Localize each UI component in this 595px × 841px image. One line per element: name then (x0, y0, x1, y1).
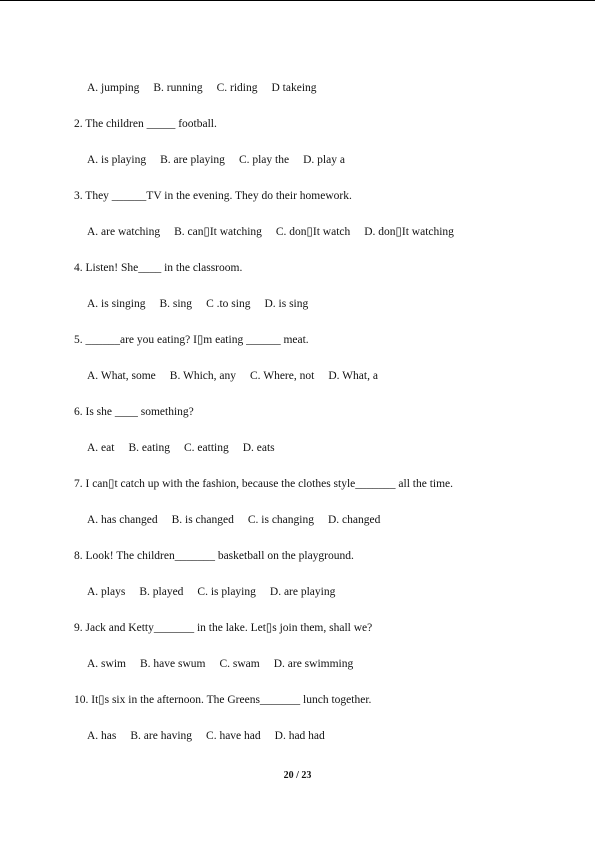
question-text: 8. Look! The children_______ basketball on the playground. (74, 550, 354, 562)
answer-option: D. eats (242, 442, 275, 454)
answer-option: C. have had (206, 730, 261, 742)
answer-option: A. swim (87, 658, 126, 670)
answer-option: B. running (153, 82, 203, 94)
answer-option: D takeing (271, 82, 317, 94)
answer-options (87, 81, 331, 95)
question-text: 5. ______are you eating? I▯m eating ______ meat. (74, 334, 309, 346)
answer-option: B. are playing (160, 154, 225, 166)
answer-option: C. don▯It watch (275, 226, 351, 238)
question-text: 9. Jack and Ketty_______ in the lake. Let▯s join them, shall we? (74, 622, 373, 634)
answer-option: A. plays (87, 586, 126, 598)
answer-option: C. is changing (247, 514, 314, 526)
question-text: 4. Listen! She____ in the classroom. (74, 262, 243, 274)
question-text: 3. They ______TV in the evening. They do their homework. (74, 190, 352, 202)
answer-options (87, 225, 468, 239)
answer-options (87, 729, 339, 743)
answer-option: A. What, some (87, 370, 156, 382)
answer-options (87, 513, 394, 527)
answer-options (87, 441, 289, 455)
question-text: 6. Is she ____ something? (74, 406, 194, 418)
answer-option: D. is sing (264, 298, 309, 310)
answer-option: D. What, a (328, 370, 378, 382)
answer-options (87, 369, 392, 383)
answer-option: A. is playing (87, 154, 147, 166)
top-rule (0, 0, 595, 1)
answer-option: A. jumping (87, 82, 140, 94)
answer-option: A. is singing (87, 298, 146, 310)
question-text: 7. I can▯t catch up with the fashion, because the clothes style_______ all the time. (74, 478, 454, 490)
answer-option: D. had had (274, 730, 325, 742)
answer-option: D. don▯It watching (364, 226, 454, 238)
answer-option: D. are playing (269, 586, 336, 598)
answer-option: A. are watching (87, 226, 161, 238)
answer-option: B. Which, any (169, 370, 237, 382)
answer-option: A. has changed (87, 514, 158, 526)
answer-options (87, 657, 367, 671)
answer-option: B. can▯It watching (174, 226, 262, 238)
answer-option: C. riding (216, 82, 258, 94)
answer-option: D. play a (303, 154, 345, 166)
answer-option: B. eating (128, 442, 170, 454)
answer-option: C. eatting (184, 442, 229, 454)
answer-option: A. eat (87, 442, 115, 454)
answer-option: B. is changed (171, 514, 234, 526)
answer-option: B. played (139, 586, 184, 598)
answer-option: D. changed (327, 514, 381, 526)
answer-option: C .to sing (206, 298, 251, 310)
answer-option: B. are having (130, 730, 193, 742)
answer-options (87, 585, 349, 599)
answer-option: D. are swimming (273, 658, 354, 670)
answer-option: C. play the (238, 154, 290, 166)
answer-option: C. swam (219, 658, 260, 670)
question-text: 10. It▯s six in the afternoon. The Greens_______ lunch together. (74, 694, 372, 706)
answer-option: B. sing (159, 298, 193, 310)
page-number: 20 / 23 (283, 770, 312, 781)
answer-option: C. Where, not (250, 370, 315, 382)
answer-option: C. is playing (197, 586, 256, 598)
answer-option: A. has (87, 730, 117, 742)
question-text: 2. The children _____ football. (74, 118, 217, 130)
answer-options (87, 297, 322, 311)
answer-option: B. have swum (139, 658, 206, 670)
answer-options (87, 153, 359, 167)
